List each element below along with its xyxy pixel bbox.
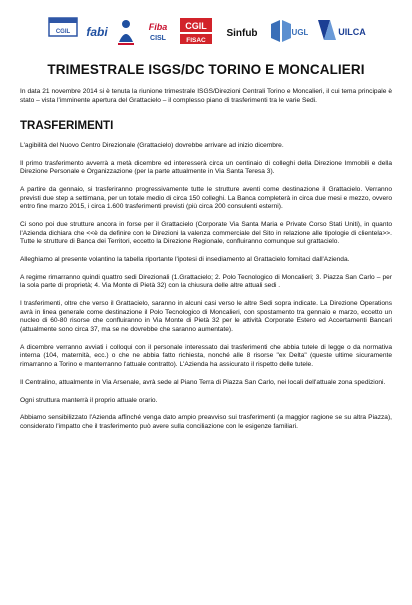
union-logos-strip — [48, 14, 378, 48]
cisl-logo-text: CISL — [150, 35, 166, 42]
cgil-logo-text: CGIL — [55, 29, 71, 35]
body-paragraph: Abbiamo sensibilizzato l'Azienda affinché venga dato ampio preavviso sui trasferimenti (a maggior ragione se su altra Piazza), considerato l'impatto che il trasferimento può avere sulla conciliazione con le esigenze familiari. — [20, 414, 392, 430]
body-paragraph: Ci sono poi due strutture ancora in forse per il Grattacielo (Corporate Via Santa Maria e Private Corso Stati Uniti), in quanto l'Azienda dichiara che <<è da definire con le Direzioni la valenza commerciale del Sito in relazione alle tipologie di clientela>>. Tutte le strutture di Banca dei Territori, eccetto la Direzione Regionale, confluiranno comunque sul grattacielo. — [20, 221, 392, 246]
body-paragraph: A dicembre verranno avviati i colloqui con il personale interessato dai trasferimenti che abbia tutele di legge o da normativa interna (104, maternità, ecc.) o che ne abbia fatto richiesta, nonché alle 8 risorse "ex Delta" (queste ultime sicuramente rimarranno a Torino e manterranno l'attuale contratto). L'Azienda ha assicurato il rispetto delle tutele. — [20, 343, 392, 368]
body-paragraph: Il Centralino, attualmente in Via Arsenale, avrà sede al Piano Terra di Piazza San Carlo, nei locali dell'attuale zona spedizioni. — [20, 378, 386, 386]
fisac-cgil-logo — [178, 14, 214, 48]
first-logo — [114, 14, 138, 48]
uilca-logo-text: UILCA — [338, 27, 366, 37]
body-paragraph: Ogni struttura manterrà il proprio attuale orario. — [20, 396, 158, 404]
sinfub-logo — [220, 14, 264, 48]
body-paragraph: Alleghiamo al presente volantino la tabella riportante l'ipotesi di insediamento al Grattacielo fornitaci dall'Azienda. — [20, 256, 350, 264]
body-paragraph: L'agibilità del Nuovo Centro Direzionale (Grattacielo) dovrebbe arrivare ad inizio dicembre. — [20, 142, 284, 149]
body-paragraph: Il primo trasferimento avverrà a metà dicembre ed interesserà circa un centinaio di colleghi della Direzione Immobili e della Direzione Personale e Organizzazione (per la parte attualmente in Via Santa Teresa 3). — [20, 159, 392, 176]
body-paragraph: A partire da gennaio, si trasferiranno progressivamente tutte le strutture aventi come destinazione il Grattacielo. Verranno previsti due step a settimana, per un totale medio di circa 150 colleghi. La Banca completerà in circa due mesi e mezzo, ovvero entro fine marzo 2015, i circa 1.600 trasferimenti previsti (più circa 200 consulenti esterni). — [20, 186, 392, 211]
fabi-logo-text: fabi — [86, 25, 108, 39]
uilca-logo — [314, 14, 368, 48]
section-heading-trasferimenti: TRASFERIMENTI — [20, 120, 114, 132]
body-paragraph: I trasferimenti, oltre che verso il Grattacielo, saranno in alcuni casi verso le altre Sedi sopra indicate. La Direzione Operations avrà in linea generale come destinazione il Polo Tecnologico di Moncalieri, con spostamento tra gennaio e marzo, eccetto un nucleo di 60-80 risorse che confluiranno in Via Monte di Pietà 32 per le attività Corporate Estero ed Accertamenti Bancari (attualmente sono circa 37, ma se ne dovrebbe che saranno aumentate). — [20, 300, 392, 334]
fiba-cisl-logo — [144, 14, 172, 48]
sinfub-logo-text: Sinfub — [226, 28, 258, 39]
document-title: TRIMESTRALE ISGS/DC TORINO E MONCALIERI — [47, 62, 365, 77]
fabi-logo — [84, 14, 110, 48]
fiba-logo-text: Fiba — [148, 22, 168, 32]
fisac-cgil-text: CGIL — [185, 21, 207, 31]
ugl-logo-text: UGL — [291, 28, 308, 37]
body-paragraph: A regime rimarranno quindi quattro sedi Direzionali (1.Grattacielo; 2. Polo Tecnologico di Moncalieri; 3. Piazza San Carlo – per la sola parte di proprietà; 4. Via Monte di Pietà 32) con la chiusura delle altre attuali sedi . — [20, 273, 392, 290]
cgil-logo — [48, 14, 78, 48]
document-body — [20, 142, 392, 441]
intro-paragraph: In data 21 novembre 2014 si è tenuta la riunione trimestrale ISGS/Direzioni Centrali Torino e Moncalieri, il cui tema principale è stato – vista l'imminente apertura del Grattacielo – il complesso piano di trasferimenti tra le varie Sedi. — [20, 88, 392, 104]
fisac-text: FISAC — [186, 37, 206, 44]
ugl-logo — [268, 14, 308, 48]
